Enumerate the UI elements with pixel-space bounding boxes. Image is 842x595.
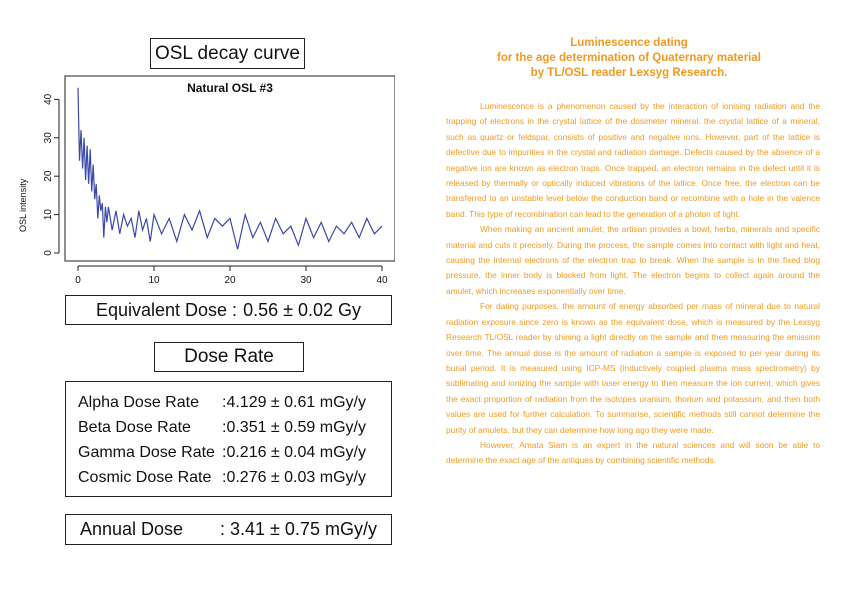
- y-tick-label: 0: [43, 250, 54, 256]
- dose-rate-value: :0.276 ± 0.03 mGy/y: [222, 468, 366, 486]
- x-tick-label: 20: [224, 275, 236, 286]
- series-line: [78, 88, 382, 249]
- y-axis-label: OSL intensity: [18, 178, 28, 232]
- article-title-line: for the age determination of Quaternary material: [497, 52, 761, 64]
- dose-rate-label: Beta Dose Rate: [78, 418, 191, 436]
- x-tick-label: 0: [75, 275, 81, 286]
- y-tick-label: 40: [43, 93, 54, 105]
- annual-dose-value: : 3.41 ± 0.75 mGy/y: [220, 519, 377, 539]
- article-title-line: Luminescence dating: [570, 37, 688, 49]
- dose-rate-title: Dose Rate: [184, 346, 274, 367]
- article-paragraph: Luminescence is a phenomenon caused by the interaction of ionising radiation and the trapping of electrons in the crystal lattice of the dosimeter mineral. the crystal lattice of a mineral, such as quartz or feldspar, consists of positive and negative ions. However, part of the lattice is defective due to impurities in the crystal and radiation damage. Defects caused by the absence of a negative ion are known as electron traps. Once trapped, an electron remains in the defect until it is released by thermally or optically induced vibrations of the lattice. Once free, the electron can be transferred to an unstable level below the conduction band or recombine with a hole in the valence band. This type of recombination can lead to the generation of a photon of light.: [446, 101, 820, 219]
- dose-rate-value: :4.129 ± 0.61 mGy/y: [222, 393, 366, 411]
- dose-rate-label: Gamma Dose Rate: [78, 443, 215, 461]
- annual-dose-box: [65, 514, 392, 545]
- equivalent-dose-label: Equivalent Dose :: [95, 299, 238, 320]
- equivalent-dose-value: 0.56 ± 0.02 Gy: [243, 299, 362, 320]
- y-tick-label: 20: [43, 170, 54, 182]
- equivalent-dose-box: [65, 295, 392, 325]
- x-tick-label: 40: [376, 275, 388, 286]
- curve-title-box: [150, 38, 305, 69]
- dose-rate-row: [78, 390, 391, 415]
- dose-rate-label: Cosmic Dose Rate: [78, 468, 212, 486]
- dose-rate-row: [78, 465, 391, 490]
- annual-dose-label: Annual Dose: [80, 519, 184, 539]
- osl-chart: [10, 72, 395, 290]
- article-title: [470, 36, 788, 81]
- article-paragraph: When making an ancient amulet, the artisan provides a bowl, herbs, minerals and specific material and cuts it precisely. During the process, the sample comes into contact with light and heat, causing the internal electrons of the electron trap to break. When the sample is in the fixed blog pressure, the inner body is blocked from light. The electron begins to collect again around the amulet, which increases exponentially over time.: [446, 224, 820, 296]
- dose-rate-row: [78, 440, 391, 465]
- dose-rate-value: :0.351 ± 0.59 mGy/y: [222, 418, 366, 436]
- article-title-line: by TL/OSL reader Lexsyg Research.: [530, 67, 728, 79]
- dose-rate-row: [78, 415, 391, 440]
- article-paragraph: However, Amata Siam is an expert in the natural sciences and will soon be able to determine the exact age of the antiques by combining scientific methods.: [446, 439, 820, 466]
- dose-rates-box: [65, 381, 392, 497]
- plot-frame: [65, 76, 395, 261]
- curve-title: OSL decay curve: [154, 42, 301, 64]
- chart-title: Natural OSL #3: [187, 81, 273, 95]
- article-body: [446, 99, 820, 469]
- x-tick-label: 30: [300, 275, 312, 286]
- y-tick-label: 10: [43, 209, 54, 221]
- osl-chart-svg: [10, 72, 395, 290]
- x-tick-label: 10: [148, 275, 160, 286]
- article-paragraph: For dating purposes, the amount of energy absorbed per mass of mineral due to natural radiation exposure since zero is known as the equivalent dose, which is measured by the Lexsyg Research TL/OSL reader by shining a light directly on the sample and then measuring the emission over time. The annual dose is the amount of radiation a sample is exposed to per year during its burial period. It is measured using ICP-MS (inductively coupled plasma mass spectrometry) by sublimating and ionizing the sample with laser energy to then measure the ion current, which gives the exact proportion of radiation from the isotopes uranium, thorium and potassium, and then both values are used for further calculation. To summarise, scientific methods still cannot determine the purity of amulets, but they can determine how long ago they were made.: [446, 301, 820, 435]
- dose-rate-value: :0.216 ± 0.04 mGy/y: [222, 443, 366, 461]
- dose-rate-title-box: [154, 342, 304, 372]
- dose-rate-label: Alpha Dose Rate: [78, 393, 199, 411]
- y-tick-label: 30: [43, 132, 54, 144]
